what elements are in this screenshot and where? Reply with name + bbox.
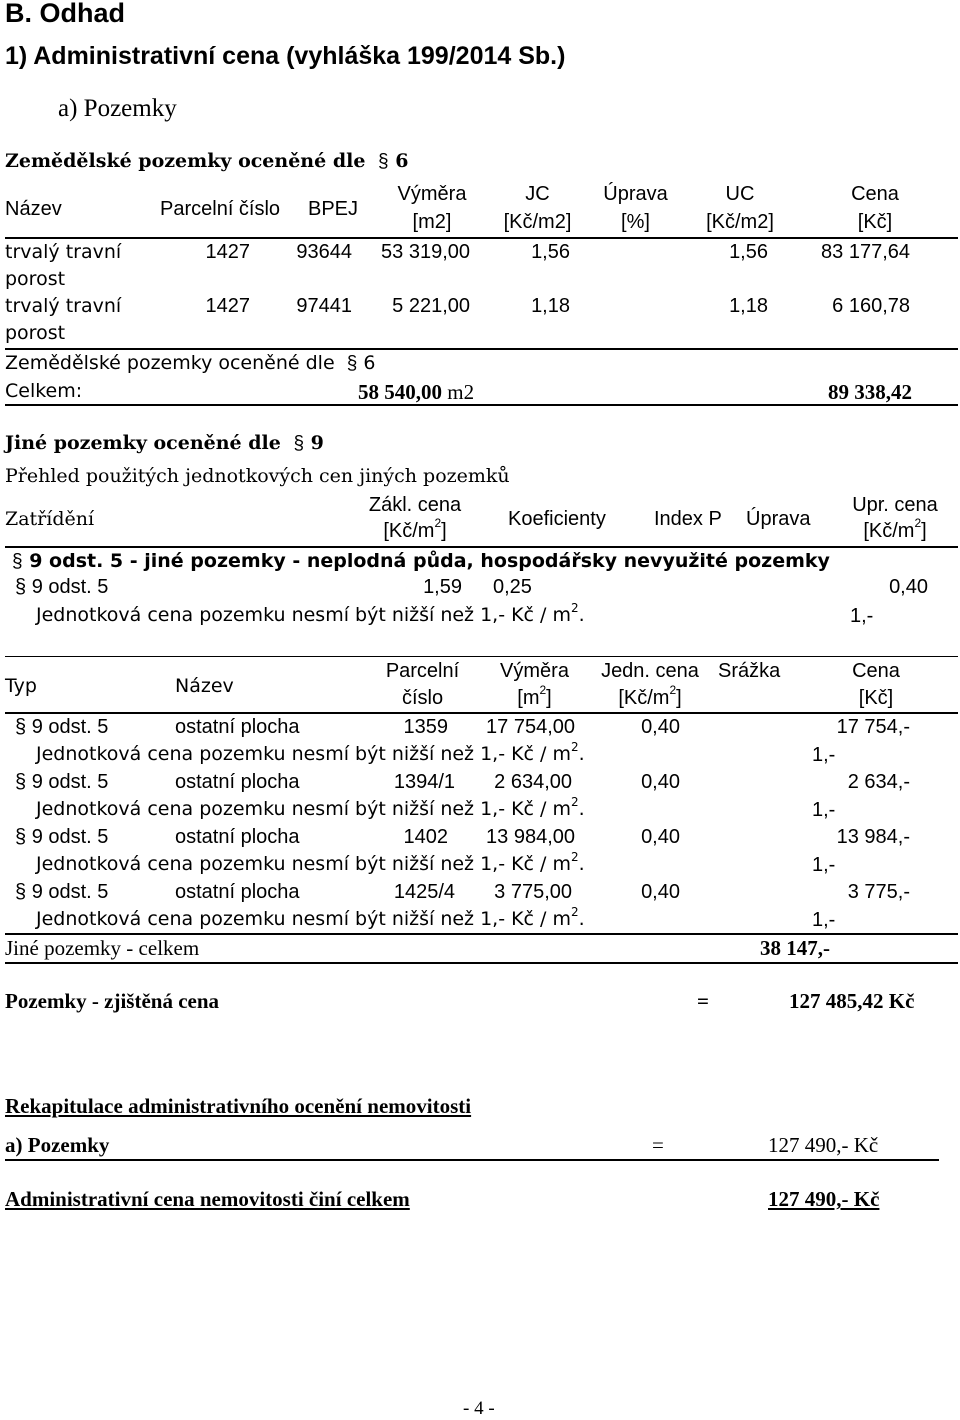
land-total-label: Pozemky - zjištěná cena [5,989,220,1013]
col-uprava-unit: [%] [621,211,650,233]
divider [5,348,958,350]
section-sign-icon: § [346,353,358,374]
recap-pozemky-eq: = [652,1133,664,1157]
min-price-note: Jednotková cena pozemku nesmí být nižší než 1,- Kč / $m^2$. [36,600,585,626]
col-vymera: Výměra [397,183,467,205]
divider [5,933,958,935]
agri-title: Zemědělské pozemky oceněné dle § 6 [5,150,409,172]
page-number: - 4 - [463,1398,495,1419]
other-total-label: Jiné pozemky - celkem [5,936,200,960]
col-bpej: BPEJ [308,198,359,220]
col-uprava: Úprava [603,183,668,205]
recap-pozemky-label: a) Pozemky [5,1133,110,1157]
col-uc: UC [725,183,755,205]
other-total-value: 38 147,- [760,936,830,960]
col-vymera-unit: [m2] [412,211,452,233]
divider [5,546,958,548]
section-sign-icon: § [15,716,27,738]
section-sign-icon: § [15,881,27,903]
grand-total-value: 127 490,- Kč [768,1187,880,1211]
other-overview: Přehled použitých jednotkových cen jiných pozemků [5,465,510,487]
section-title-b: B. Odhad [5,0,125,28]
section-sign-icon: § [293,433,305,454]
divider [5,712,958,714]
other-title: Jiné pozemky oceněné dle § 9 [5,432,324,454]
land-total-value: 127 485,42 Kč [789,989,915,1013]
section-sign-icon: § [15,826,27,848]
divider [5,237,958,239]
min-price-value: 1,- [850,605,874,627]
col-uc-unit: [Kč/m2] [706,211,774,233]
col-parcelni: Parcelní číslo [160,198,281,220]
col-cena: Cena [851,183,899,205]
col-cena-unit: [Kč] [857,211,893,233]
land-total-eq: = [697,989,709,1013]
divider [5,404,958,406]
recap-title: Rekapitulace administrativního ocenění nemovitosti [5,1094,472,1118]
recap-pozemky-value: 127 490,- Kč [768,1133,879,1157]
section-sign-icon: § [12,551,23,572]
section-sign-icon: § [15,771,27,793]
section-title-a: a) Pozemky [58,95,177,122]
divider [5,656,958,657]
agri-subtotal-label: Zemědělské pozemky oceněné dle § 6 [5,352,376,374]
section-sign-icon: § [378,151,389,172]
divider [5,1159,939,1161]
category-heading: § 9 odst. 5 - jiné pozemky - neplodná půda, hospodářsky nevyužité pozemky [12,550,830,572]
col-jc-unit: [Kč/m2] [503,211,572,233]
agri-celkem-price: 89 338,42 [828,380,912,404]
col-jc: JC [525,183,550,205]
divider [5,962,958,964]
section-sign-icon: § [15,576,27,598]
grand-total-label: Administrativní cena nemovitosti činí celkem [5,1187,410,1211]
agri-celkem-area: 58 540,00 m2 [358,380,475,404]
section-title-1: 1) Administrativní cena (vyhláška 199/2014 Sb.) [5,42,566,70]
col-nazev: Název [5,198,62,220]
agri-celkem-label: Celkem: [5,380,83,402]
